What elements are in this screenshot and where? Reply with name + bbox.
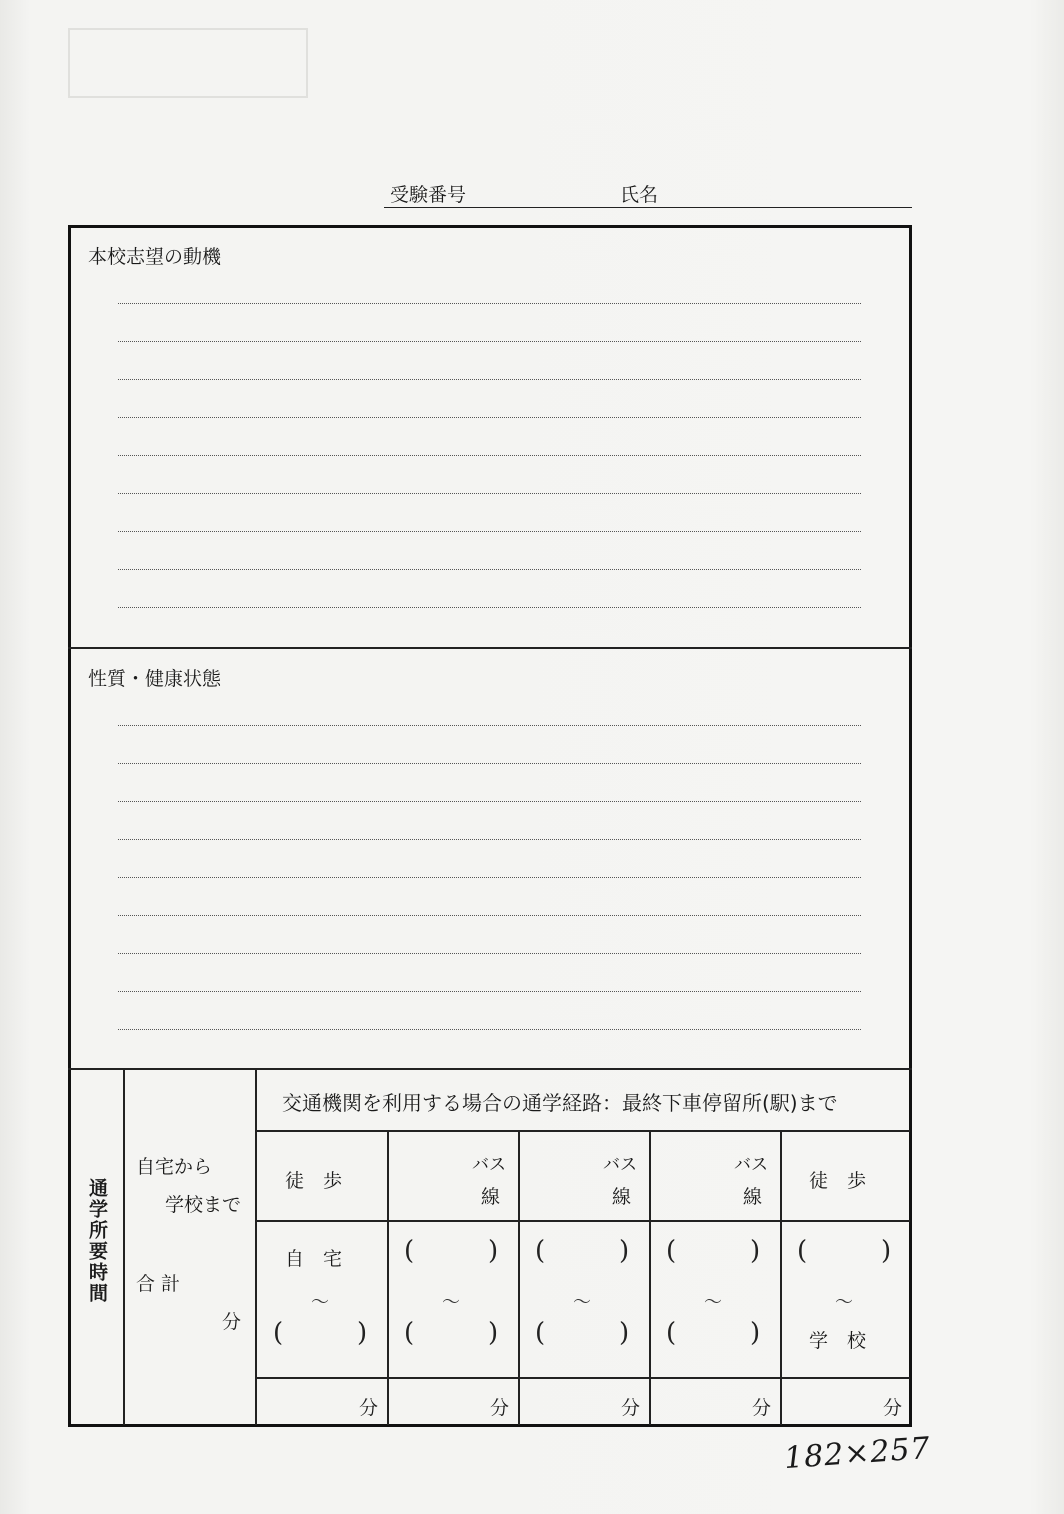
minutes-unit: 分: [621, 1397, 641, 1419]
grid-vline: [255, 1068, 257, 1425]
grid-vline: [780, 1130, 782, 1425]
station-paren-close: ): [488, 1236, 499, 1266]
route-tilde: 〜: [704, 1292, 722, 1313]
motivation-line[interactable]: [118, 341, 861, 342]
section-divider: [68, 1068, 912, 1070]
character-line[interactable]: [118, 953, 861, 954]
col-walk-start: 徒 歩: [285, 1170, 343, 1192]
grid-hline: [255, 1220, 910, 1222]
station-paren-close: ): [619, 1318, 630, 1348]
motivation-line[interactable]: [118, 493, 861, 494]
station-paren-open: (: [404, 1318, 415, 1348]
motivation-line[interactable]: [118, 455, 861, 456]
character-line[interactable]: [118, 725, 861, 726]
header-underline: [384, 207, 912, 208]
station-paren-open: (: [273, 1318, 284, 1348]
to-school-label: 学校まで: [165, 1194, 242, 1216]
station-paren-close: ): [750, 1236, 761, 1266]
grid-vline: [123, 1068, 125, 1425]
station-paren-open: (: [404, 1236, 415, 1266]
character-line[interactable]: [118, 915, 861, 916]
commute-vertical-label: 通学所要時間: [86, 1178, 108, 1304]
minutes-unit: 分: [752, 1397, 772, 1419]
col-line-3: 線: [743, 1186, 763, 1208]
from-home-label: 自宅から: [136, 1156, 213, 1178]
minutes-unit: 分: [359, 1397, 379, 1419]
character-line[interactable]: [118, 839, 861, 840]
col-line-2: 線: [612, 1186, 632, 1208]
route-heading: 交通機関を利用する場合の通学経路：最終下車停留所(駅)まで: [282, 1091, 838, 1115]
route-tilde: 〜: [573, 1292, 591, 1313]
route-tilde: 〜: [311, 1292, 329, 1313]
minutes-unit: 分: [490, 1397, 510, 1419]
route-tilde: 〜: [835, 1292, 853, 1313]
station-paren-open: (: [666, 1236, 677, 1266]
character-line[interactable]: [118, 763, 861, 764]
name-label: 氏名: [620, 184, 659, 206]
character-line[interactable]: [118, 877, 861, 878]
motivation-line[interactable]: [118, 417, 861, 418]
station-paren-close: ): [357, 1318, 368, 1348]
station-paren-close: ): [750, 1318, 761, 1348]
station-paren-open: (: [535, 1318, 546, 1348]
grid-vline: [649, 1130, 651, 1425]
col-walk-end: 徒 歩: [809, 1170, 867, 1192]
station-paren-open: (: [535, 1236, 546, 1266]
motivation-line[interactable]: [118, 379, 861, 380]
school-label: 学 校: [809, 1330, 867, 1352]
section-divider: [68, 647, 912, 649]
exam-number-label: 受験番号: [390, 184, 467, 206]
route-tilde: 〜: [442, 1292, 460, 1313]
character-line[interactable]: [118, 1029, 861, 1030]
total-label: 合 計: [136, 1273, 181, 1295]
total-minutes-unit: 分: [222, 1311, 242, 1333]
character-line[interactable]: [118, 801, 861, 802]
station-paren-open: (: [797, 1236, 808, 1266]
grid-vline: [518, 1130, 520, 1425]
col-bus-2: バス: [603, 1155, 637, 1175]
col-bus-3: バス: [734, 1155, 768, 1175]
motivation-line[interactable]: [118, 531, 861, 532]
character-line[interactable]: [118, 991, 861, 992]
motivation-line[interactable]: [118, 607, 861, 608]
ghost-stamp-box: [68, 28, 308, 98]
station-paren-close: ): [619, 1236, 630, 1266]
station-paren-close: ): [881, 1236, 892, 1266]
grid-hline: [255, 1377, 910, 1379]
grid-hline: [255, 1130, 910, 1132]
motivation-title: 本校志望の動機: [88, 246, 222, 268]
handwritten-size-note: 182×257: [782, 1430, 932, 1477]
minutes-unit: 分: [883, 1397, 903, 1419]
col-line-1: 線: [481, 1186, 501, 1208]
character-title: 性質・健康状態: [88, 668, 222, 690]
station-paren-open: (: [666, 1318, 677, 1348]
station-paren-close: ): [488, 1318, 499, 1348]
home-label: 自 宅: [285, 1248, 343, 1270]
motivation-line[interactable]: [118, 303, 861, 304]
grid-vline: [387, 1130, 389, 1425]
col-bus-1: バス: [472, 1155, 506, 1175]
motivation-line[interactable]: [118, 569, 861, 570]
